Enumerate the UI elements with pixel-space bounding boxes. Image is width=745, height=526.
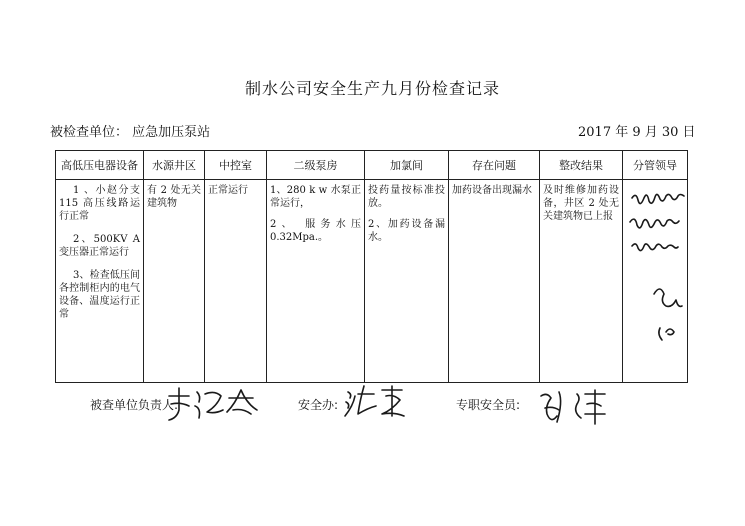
inspected-unit-value: 应急加压泵站 (132, 125, 211, 140)
cell-electrical (56, 180, 144, 383)
header-control-room: 中控室 (205, 151, 267, 180)
chlorination-item-2: 2、加药设备漏水。 (368, 219, 445, 243)
electrical-item-2: 2、500KV A 变压器正常运行 (59, 234, 140, 258)
handwritten-leader-note (626, 184, 688, 374)
page-title: 制水公司安全生产九月份检查记录 (244, 79, 500, 98)
inspection-table (55, 150, 688, 383)
header-leader: 分管领导 (623, 151, 688, 180)
electrical-item-1: 1 、小赵分支 115 高压线路运行正常 (59, 185, 140, 222)
cell-leader-note (623, 180, 688, 383)
cell-pump-room (267, 180, 365, 383)
record-date: 2017 年 9 月 30 日 (578, 125, 696, 140)
cell-problems: 加药设备出现漏水 (449, 180, 540, 383)
safety-office-label: 安全办: (298, 398, 339, 412)
table-row (56, 180, 688, 383)
header-electrical: 高低压电器设备 (56, 151, 144, 180)
cell-control-room: 正常运行 (205, 180, 267, 383)
electrical-item-3: 3、检查低压间各控制柜内的电气设备、温度运行正常 (59, 270, 140, 320)
table-header-row (56, 151, 688, 180)
chlorination-item-1: 投药量按标准投放。 (368, 185, 445, 209)
cell-rectification: 及时维修加药设备，井区 2 处无关建筑物已上报 (540, 180, 623, 383)
inspected-unit-label: 被检查单位： (50, 125, 129, 140)
signature-graphic (535, 386, 615, 428)
header-rectification: 整改结果 (540, 151, 623, 180)
inspected-lead-signature (163, 384, 263, 424)
safety-officer-label: 专职安全员: (456, 398, 521, 412)
header-pump-room: 二级泵房 (267, 151, 365, 180)
pump-room-item-1: 1、280 k w 水泵正常运行， (270, 185, 361, 209)
header-chlorination: 加氯间 (365, 151, 449, 180)
cell-well-area: 有 2 处无关建筑物 (144, 180, 205, 383)
safety-office-signature (342, 382, 412, 422)
pump-room-item-2: 2、 服务水压 0.32Mpa.。 (270, 219, 361, 243)
safety-officer-signature (535, 386, 615, 428)
cell-chlorination (365, 180, 449, 383)
inspected-lead-label: 被查单位负责人: (90, 398, 179, 412)
header-well-area: 水源井区 (144, 151, 205, 180)
inspected-unit (50, 121, 210, 140)
header-problems: 存在问题 (449, 151, 540, 180)
signature-graphic (163, 384, 263, 424)
signature-graphic (342, 382, 412, 422)
